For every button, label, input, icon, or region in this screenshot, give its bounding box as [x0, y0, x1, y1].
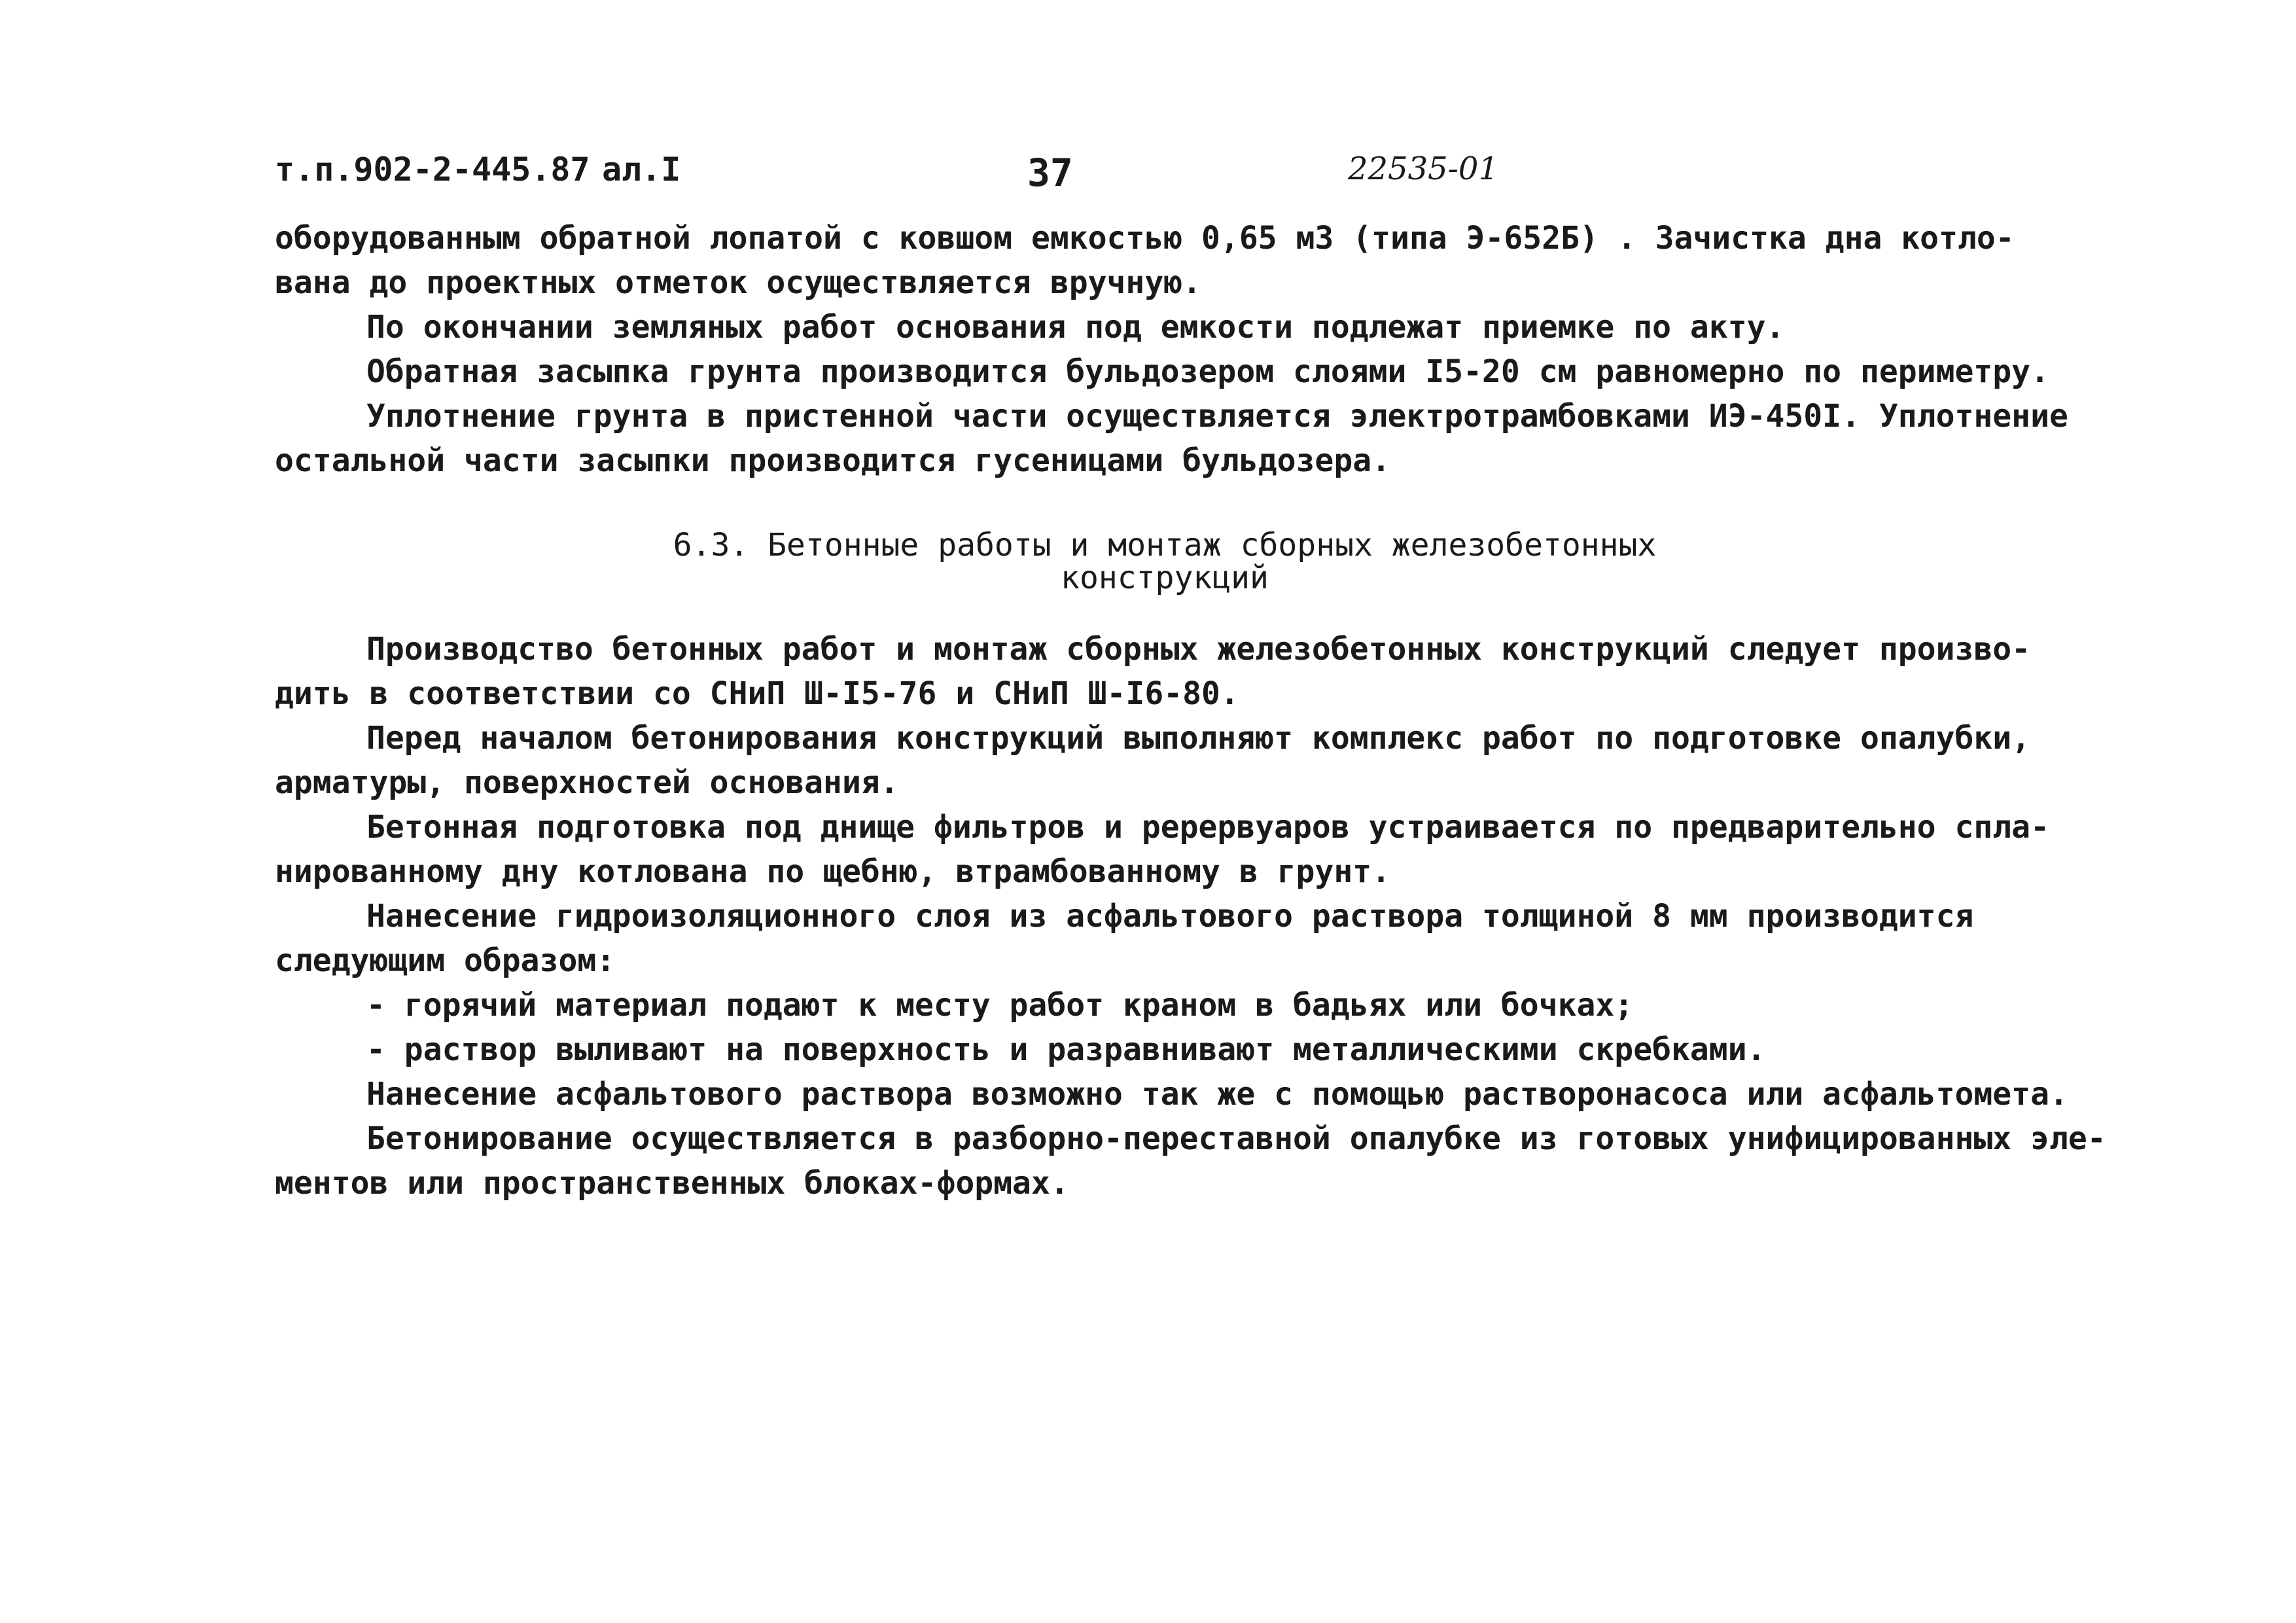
page-header	[275, 151, 2041, 203]
page-number: 37	[1027, 151, 1073, 195]
text-line: Бетонирование осуществляется в разборно-переставной опалубке из готовых унифицированных эле-	[366, 1120, 2106, 1157]
section-title-line: 6.3. Бетонные работы и монтаж сборных железобетонных	[673, 527, 1657, 563]
text-line: Перед началом бетонирования конструкций выполняют комплекс работ по подготовке опалубки,	[366, 720, 2031, 757]
text-line: дить в соответствии со СНиП Ш-I5-76 и СНиП Ш-I6-80.	[275, 675, 1239, 712]
list-item: - горячий материал подают к месту работ краном в бадьях или бочках;	[366, 987, 1634, 1024]
document-code: т.п.902-2-445.87	[275, 151, 590, 188]
text-line: остальной части засыпки производится гусеницами бульдозера.	[275, 442, 1391, 479]
text-line: следующим образом:	[275, 942, 616, 979]
text-line: арматуры, поверхностей основания.	[275, 764, 899, 801]
text-line: ментов или пространственных блоках-формах.	[275, 1165, 1069, 1202]
text-line: Уплотнение грунта в пристенной части осуществляется электротрамбовками ИЭ-450I. Уплотнение	[366, 398, 2068, 435]
text-line: Производство бетонных работ и монтаж сборных железобетонных конструкций следует произво-	[366, 631, 2031, 668]
document-body	[275, 216, 2106, 1205]
list-item: - раствор выливают на поверхность и разравнивают металлическими скребками.	[366, 1031, 1766, 1068]
sheet-label: ал.I	[602, 151, 681, 188]
section-title-line: конструкций	[1061, 560, 1269, 596]
text-line: оборудованным обратной лопатой с ковшом емкостью 0,65 м3 (типа Э-652Б) . Зачистка дна котло-	[275, 220, 2015, 257]
text-line: вана до проектных отметок осуществляется вручную.	[275, 264, 1202, 301]
handwritten-inventory-number: 22535-01	[1348, 151, 1498, 187]
text-line: Нанесение гидроизоляционного слоя из асфальтового раствора толщиной 8 мм производится	[366, 898, 1974, 935]
text-line: Бетонная подготовка под днище фильтров и рерервуаров устраивается по предварительно спла-	[366, 809, 2049, 846]
text-line: нированному дну котлована по щебню, втрамбованному в грунт.	[275, 853, 1391, 890]
text-line: Нанесение асфальтового раствора возможно так же с помощью растворонасоса или асфальтомета.	[366, 1076, 2068, 1113]
text-line: По окончании земляных работ основания под емкости подлежат приемке по акту.	[366, 309, 1785, 346]
section-title	[275, 529, 2055, 594]
text-line: Обратная засыпка грунта производится бульдозером слоями I5-20 см равномерно по периметру.	[366, 353, 2049, 390]
